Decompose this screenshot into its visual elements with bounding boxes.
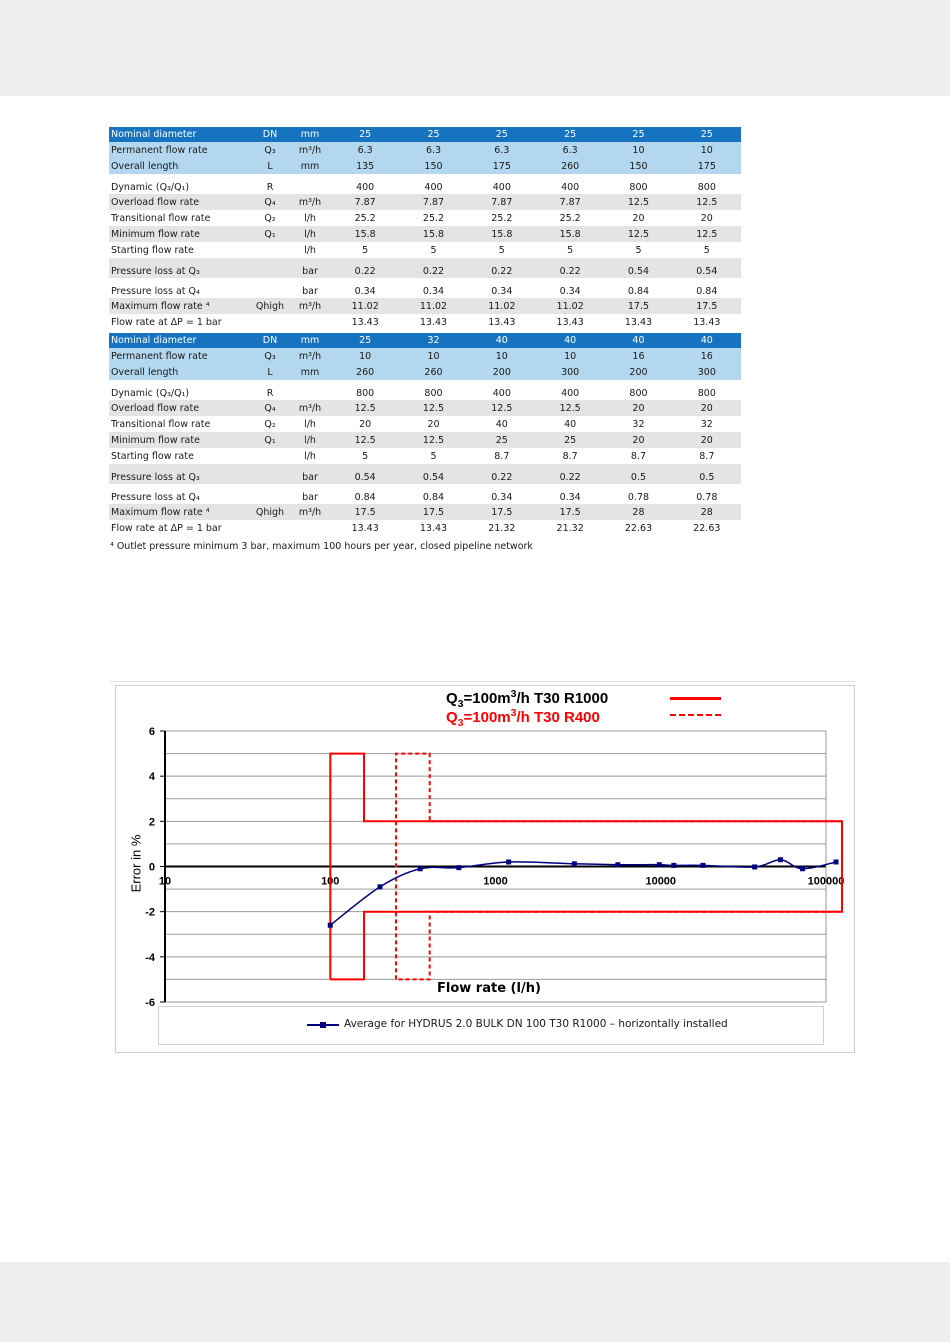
row-value: 8.7: [673, 448, 741, 464]
row-value: 10: [536, 348, 604, 364]
row-unit: m³/h: [289, 400, 331, 416]
row-value: 0.22: [536, 258, 604, 278]
row-value: 6.3: [468, 142, 536, 158]
row-value: 12.5: [331, 432, 399, 448]
row-value: 32: [604, 416, 672, 432]
y-tick-label: -6: [145, 997, 155, 1009]
row-value: 8.7: [468, 448, 536, 464]
row-symbol: Q₂: [251, 416, 289, 432]
row-value: 20: [604, 400, 672, 416]
series-legend-marker: [307, 1024, 339, 1026]
row-value: 13.43: [399, 314, 467, 330]
y-axis-label: Error in %: [128, 834, 144, 893]
row-value: 12.5: [604, 226, 672, 242]
row-value: 25: [331, 333, 399, 348]
row-unit: l/h: [289, 242, 331, 258]
row-value: 32: [673, 416, 741, 432]
y-tick-label: 2: [148, 816, 155, 829]
row-value: 25: [673, 127, 741, 142]
row-value: 11.02: [468, 298, 536, 314]
row-value: 6.3: [399, 142, 467, 158]
row-value: 800: [331, 380, 399, 400]
row-value: 32: [399, 333, 467, 348]
row-value: 20: [604, 432, 672, 448]
row-value: 7.87: [399, 194, 467, 210]
series-point: [377, 884, 382, 889]
row-value: 175: [468, 158, 536, 174]
row-value: 17.5: [468, 504, 536, 520]
row-value: 12.5: [331, 400, 399, 416]
row-value: 13.43: [604, 314, 672, 330]
series-point: [700, 863, 705, 868]
row-value: 0.84: [673, 278, 741, 298]
row-value: 0.34: [536, 278, 604, 298]
row-value: 20: [673, 210, 741, 226]
series-point: [506, 859, 511, 864]
row-value: 400: [536, 380, 604, 400]
row-unit: m³/h: [289, 504, 331, 520]
row-value: 22.63: [604, 520, 672, 536]
row-value: 40: [536, 333, 604, 348]
series-legend: [158, 1006, 824, 1045]
row-value: 28: [604, 504, 672, 520]
row-unit: m³/h: [289, 194, 331, 210]
row-value: 17.5: [331, 504, 399, 520]
row-value: 20: [331, 416, 399, 432]
row-value: 11.02: [331, 298, 399, 314]
row-value: 22.63: [673, 520, 741, 536]
y-tick-label: 4: [148, 771, 155, 784]
row-label: Pressure loss at Q₄: [109, 278, 251, 298]
row-value: 8.7: [536, 448, 604, 464]
row-value: 150: [604, 158, 672, 174]
row-value: 17.5: [536, 504, 604, 520]
row-unit: l/h: [289, 210, 331, 226]
row-value: 40: [536, 416, 604, 432]
row-value: 12.5: [673, 226, 741, 242]
row-value: 800: [673, 380, 741, 400]
row-value: 0.22: [399, 258, 467, 278]
series-point: [328, 923, 333, 928]
row-value: 0.54: [399, 464, 467, 484]
row-value: 40: [468, 416, 536, 432]
row-value: 0.34: [468, 484, 536, 504]
limit-legend-r400: $Q_3=100m^3/h$ T30 R400: [446, 707, 600, 729]
row-value: 12.5: [399, 400, 467, 416]
row-value: 260: [536, 158, 604, 174]
row-unit: m³/h: [289, 348, 331, 364]
row-value: 8.7: [604, 448, 672, 464]
series-point: [671, 863, 676, 868]
row-value: 17.5: [673, 298, 741, 314]
row-label: Maximum flow rate ⁴: [109, 504, 251, 520]
row-unit: mm: [289, 158, 331, 174]
row-value: 5: [331, 448, 399, 464]
row-value: 260: [331, 364, 399, 380]
row-value: 135: [331, 158, 399, 174]
x-tick-label: 10000: [645, 875, 677, 888]
row-value: 13.43: [673, 314, 741, 330]
row-label: Flow rate at ΔP = 1 bar: [109, 520, 251, 536]
row-value: 20: [399, 416, 467, 432]
row-symbol: Q₄: [251, 194, 289, 210]
row-label: Flow rate at ΔP = 1 bar: [109, 314, 251, 330]
row-value: 0.84: [604, 278, 672, 298]
x-tick-label: 1000: [483, 875, 508, 888]
row-value: 0.54: [604, 258, 672, 278]
row-value: 25: [536, 432, 604, 448]
row-value: 21.32: [468, 520, 536, 536]
series-line: [330, 860, 836, 926]
row-value: 15.8: [468, 226, 536, 242]
row-value: 25.2: [331, 210, 399, 226]
row-value: 0.84: [331, 484, 399, 504]
row-value: 0.22: [468, 258, 536, 278]
row-symbol: R: [251, 380, 289, 400]
row-value: 21.32: [536, 520, 604, 536]
row-value: 800: [604, 174, 672, 194]
row-value: 800: [673, 174, 741, 194]
row-value: 25: [604, 127, 672, 142]
row-symbol: L: [251, 364, 289, 380]
row-value: 5: [399, 448, 467, 464]
row-label: Starting flow rate: [109, 448, 251, 464]
row-value: 13.43: [536, 314, 604, 330]
row-unit: m³/h: [289, 298, 331, 314]
legend-solid-line: [670, 697, 721, 700]
row-value: 400: [399, 174, 467, 194]
row-value: 0.84: [399, 484, 467, 504]
row-value: 12.5: [536, 400, 604, 416]
row-value: 0.34: [468, 278, 536, 298]
row-symbol: Q₁: [251, 432, 289, 448]
row-value: 25: [536, 127, 604, 142]
row-label: Transitional flow rate: [109, 210, 251, 226]
row-value: 5: [673, 242, 741, 258]
x-axis-label: Flow rate (l/h): [437, 981, 541, 996]
row-label: Overload flow rate: [109, 400, 251, 416]
row-value: 6.3: [536, 142, 604, 158]
row-value: 11.02: [536, 298, 604, 314]
row-label: Pressure loss at Q₃: [109, 258, 251, 278]
row-value: 400: [468, 380, 536, 400]
x-tick-label: 100: [321, 875, 340, 888]
row-symbol: DN: [251, 127, 289, 142]
row-value: 25.2: [536, 210, 604, 226]
row-unit: bar: [289, 484, 331, 504]
series-point: [418, 866, 423, 871]
row-label: Maximum flow rate ⁴: [109, 298, 251, 314]
y-tick-label: -4: [145, 951, 155, 964]
row-value: 7.87: [468, 194, 536, 210]
series-point: [800, 866, 805, 871]
row-value: 0.22: [468, 464, 536, 484]
row-value: 0.54: [331, 464, 399, 484]
row-value: 20: [673, 400, 741, 416]
row-value: 260: [399, 364, 467, 380]
row-value: 13.43: [331, 520, 399, 536]
row-label: Overall length: [109, 364, 251, 380]
row-value: 12.5: [604, 194, 672, 210]
row-value: 25: [399, 127, 467, 142]
row-value: 15.8: [399, 226, 467, 242]
row-value: 17.5: [604, 298, 672, 314]
row-value: 28: [673, 504, 741, 520]
y-tick-label: 0: [148, 861, 155, 874]
row-value: 7.87: [331, 194, 399, 210]
row-value: 10: [604, 142, 672, 158]
row-value: 25: [331, 127, 399, 142]
row-value: 25: [468, 432, 536, 448]
row-value: 10: [673, 142, 741, 158]
row-value: 150: [399, 158, 467, 174]
row-symbol: Q₃: [251, 142, 289, 158]
series-point: [615, 862, 620, 867]
series-point: [834, 859, 839, 864]
row-unit: mm: [289, 333, 331, 348]
row-value: 0.22: [331, 258, 399, 278]
row-unit: l/h: [289, 432, 331, 448]
row-value: 0.34: [399, 278, 467, 298]
row-label: Minimum flow rate: [109, 432, 251, 448]
row-value: 0.78: [604, 484, 672, 504]
row-label: Pressure loss at Q₄: [109, 484, 251, 504]
row-value: 13.43: [331, 314, 399, 330]
row-unit: mm: [289, 364, 331, 380]
row-unit: bar: [289, 464, 331, 484]
series-point: [778, 857, 783, 862]
row-unit: l/h: [289, 226, 331, 242]
row-value: 25: [468, 127, 536, 142]
row-unit: l/h: [289, 416, 331, 432]
row-value: 13.43: [468, 314, 536, 330]
row-value: 0.34: [331, 278, 399, 298]
row-value: 400: [468, 174, 536, 194]
row-value: 0.22: [536, 464, 604, 484]
row-value: 10: [399, 348, 467, 364]
row-value: 13.43: [399, 520, 467, 536]
row-label: Dynamic (Q₃/Q₁): [109, 174, 251, 194]
footnote: ⁴ Outlet pressure minimum 3 bar, maximum 100 hours per year, closed pipeline network: [110, 541, 533, 552]
row-value: 6.3: [331, 142, 399, 158]
series-point: [657, 862, 662, 867]
row-label: Overload flow rate: [109, 194, 251, 210]
row-value: 400: [536, 174, 604, 194]
row-unit: l/h: [289, 448, 331, 464]
series-point: [752, 864, 757, 869]
row-symbol: Q₁: [251, 226, 289, 242]
row-label: Nominal diameter: [109, 127, 251, 142]
y-tick-label: 6: [148, 726, 155, 738]
row-value: 0.54: [673, 258, 741, 278]
row-value: 7.87: [536, 194, 604, 210]
row-label: Starting flow rate: [109, 242, 251, 258]
row-value: 200: [468, 364, 536, 380]
row-value: 0.5: [604, 464, 672, 484]
row-unit: mm: [289, 127, 331, 142]
row-value: 11.02: [399, 298, 467, 314]
row-symbol: Q₂: [251, 210, 289, 226]
row-symbol: Qhigh: [251, 298, 289, 314]
row-value: 12.5: [468, 400, 536, 416]
row-unit: bar: [289, 278, 331, 298]
row-value: 800: [604, 380, 672, 400]
row-value: 175: [673, 158, 741, 174]
row-label: Nominal diameter: [109, 333, 251, 348]
row-value: 12.5: [399, 432, 467, 448]
row-value: 200: [604, 364, 672, 380]
row-value: 5: [399, 242, 467, 258]
row-unit: bar: [289, 258, 331, 278]
row-symbol: Qhigh: [251, 504, 289, 520]
y-tick-label: -2: [145, 906, 155, 919]
row-label: Minimum flow rate: [109, 226, 251, 242]
row-value: 400: [331, 174, 399, 194]
row-value: 16: [604, 348, 672, 364]
row-value: 800: [399, 380, 467, 400]
series-legend-label: Average for HYDRUS 2.0 BULK DN 100 T30 R1000 – horizontally installed: [344, 1018, 728, 1030]
row-value: 0.78: [673, 484, 741, 504]
row-value: 300: [536, 364, 604, 380]
row-value: 20: [673, 432, 741, 448]
row-symbol: L: [251, 158, 289, 174]
row-value: 0.34: [536, 484, 604, 504]
row-value: 17.5: [399, 504, 467, 520]
row-value: 5: [331, 242, 399, 258]
row-value: 5: [604, 242, 672, 258]
row-label: Overall length: [109, 158, 251, 174]
row-symbol: DN: [251, 333, 289, 348]
row-value: 15.8: [331, 226, 399, 242]
row-value: 15.8: [536, 226, 604, 242]
x-tick-label: 10: [158, 875, 172, 888]
row-label: Transitional flow rate: [109, 416, 251, 432]
row-value: 25.2: [468, 210, 536, 226]
row-label: Permanent flow rate: [109, 348, 251, 364]
legend-dashed-line: [670, 714, 721, 716]
row-value: 40: [604, 333, 672, 348]
row-value: 12.5: [673, 194, 741, 210]
row-value: 40: [468, 333, 536, 348]
row-value: 20: [604, 210, 672, 226]
row-value: 25.2: [399, 210, 467, 226]
series-point: [456, 865, 461, 870]
row-value: 10: [468, 348, 536, 364]
row-label: Permanent flow rate: [109, 142, 251, 158]
limit-legend-r1000: $Q_3=100m^3/h$ T30 R1000: [446, 688, 609, 710]
row-value: 5: [536, 242, 604, 258]
row-symbol: Q₃: [251, 348, 289, 364]
row-symbol: Q₄: [251, 400, 289, 416]
series-point: [572, 861, 577, 866]
row-value: 10: [331, 348, 399, 364]
row-value: 5: [468, 242, 536, 258]
row-label: Dynamic (Q₃/Q₁): [109, 380, 251, 400]
row-symbol: R: [251, 174, 289, 194]
row-unit: m³/h: [289, 142, 331, 158]
row-value: 300: [673, 364, 741, 380]
row-value: 16: [673, 348, 741, 364]
row-label: Pressure loss at Q₃: [109, 464, 251, 484]
row-value: 0.5: [673, 464, 741, 484]
row-value: 40: [673, 333, 741, 348]
x-tick-label: 100000: [807, 875, 845, 888]
